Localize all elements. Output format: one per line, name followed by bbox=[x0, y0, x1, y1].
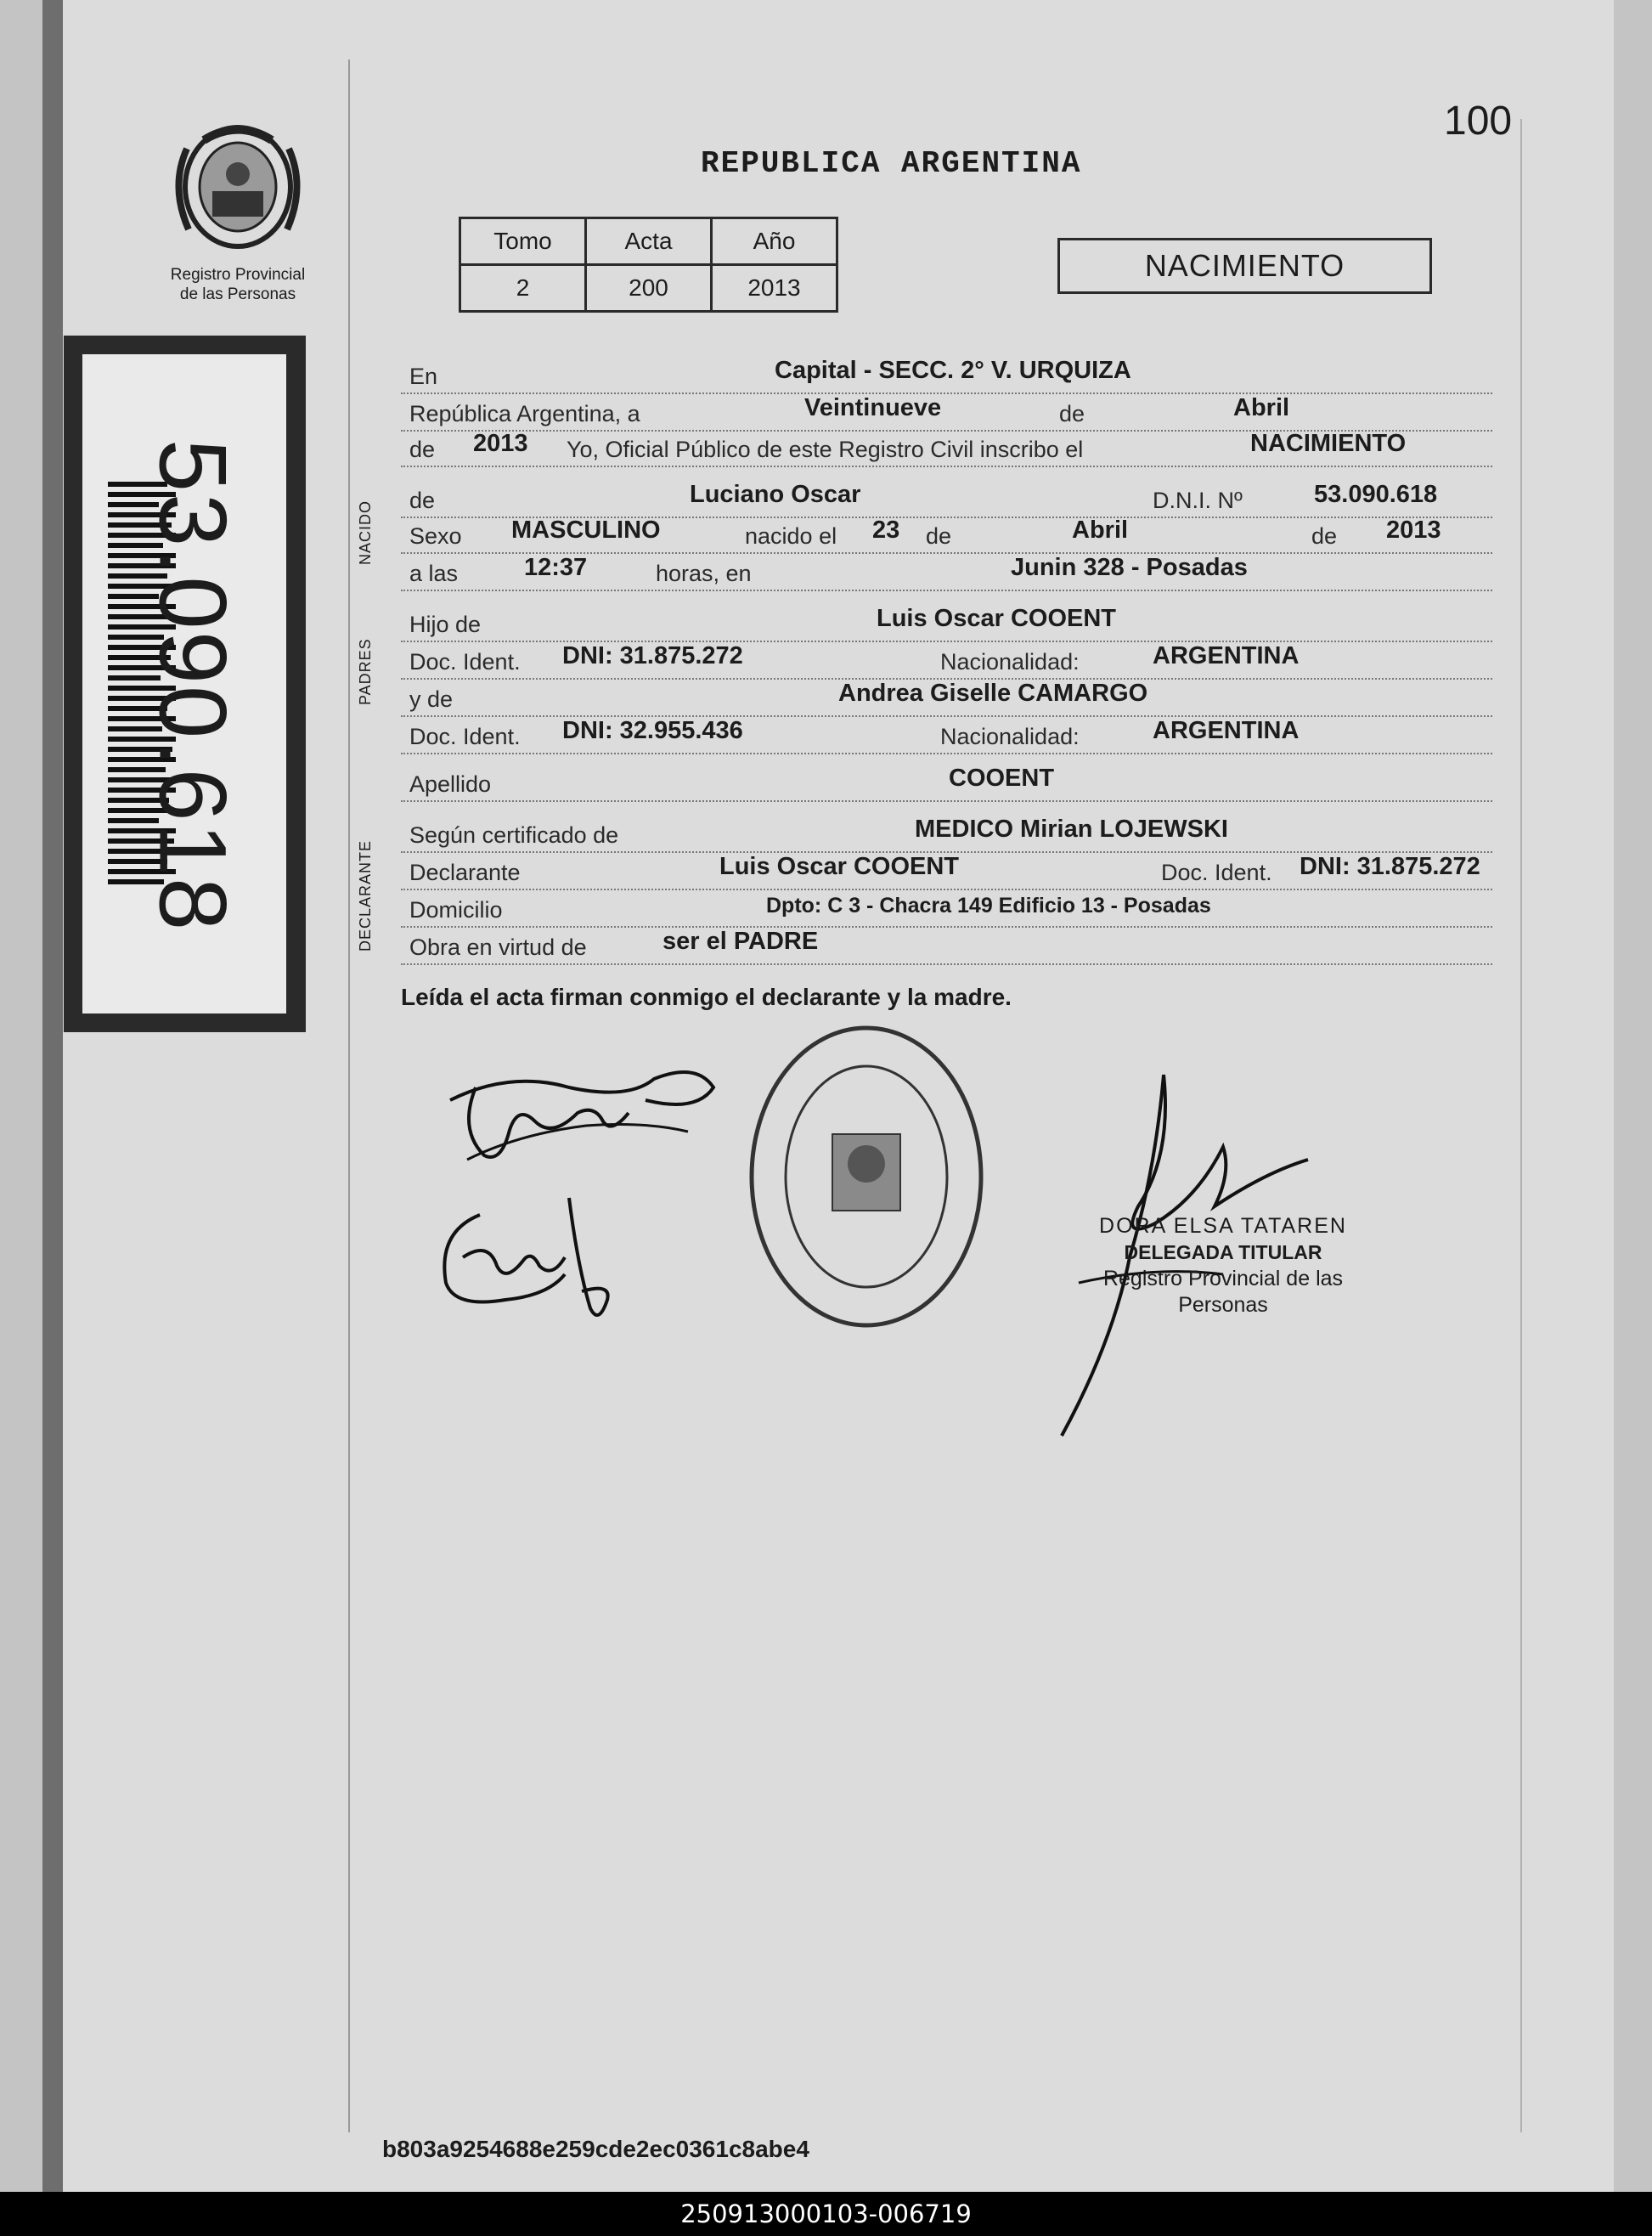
value-apellido: COOENT bbox=[949, 765, 1055, 792]
logo-caption-line1: Registro Provincial bbox=[170, 266, 306, 284]
section-padres: PADRES bbox=[357, 638, 374, 705]
value-obra: ser el PADRE bbox=[662, 928, 819, 955]
label-sexo: Sexo bbox=[409, 523, 462, 549]
label-de-year: de bbox=[409, 437, 436, 462]
row-nombre bbox=[401, 481, 1492, 518]
label-declarante-doc: Doc. Ident. bbox=[1161, 860, 1272, 885]
row-sexo bbox=[401, 517, 1492, 554]
label-de-birth-year: de bbox=[1311, 523, 1338, 549]
row-declarante bbox=[401, 853, 1492, 890]
value-nacimiento: NACIMIENTO bbox=[1250, 430, 1407, 457]
barcode-label bbox=[64, 336, 306, 1032]
row-padre-doc bbox=[401, 642, 1492, 680]
value-mother-nationality: ARGENTINA bbox=[1153, 717, 1300, 744]
official-role: DELEGADA TITULAR bbox=[1124, 1241, 1322, 1263]
label-declarante: Declarante bbox=[409, 860, 521, 885]
barcode-number: 53.090.618 bbox=[139, 438, 246, 933]
official-stamp bbox=[1062, 1213, 1384, 1318]
value-month: Abril bbox=[1233, 394, 1290, 421]
label-en: En bbox=[409, 364, 438, 389]
page-number: 100 bbox=[1444, 99, 1513, 144]
row-obra bbox=[401, 928, 1492, 965]
label-nacido: nacido el bbox=[745, 523, 837, 549]
label-a-las: a las bbox=[409, 561, 459, 586]
header-ano: Año bbox=[712, 218, 837, 265]
value-ano: 2013 bbox=[712, 265, 837, 312]
barcode-panel bbox=[82, 354, 286, 1014]
label-oficial: Yo, Oficial Público de este Registro Civil inscribo el bbox=[567, 437, 1084, 462]
registry-table bbox=[459, 217, 838, 313]
registry-stamp-icon bbox=[739, 1019, 994, 1334]
row-padre bbox=[401, 605, 1492, 642]
record-type-box: NACIMIENTO bbox=[1057, 238, 1432, 294]
row-domicilio bbox=[401, 894, 1492, 928]
label-domicilio: Domicilio bbox=[409, 897, 503, 923]
label-dni: D.N.I. Nº bbox=[1153, 488, 1243, 513]
value-dni: 53.090.618 bbox=[1314, 481, 1438, 508]
header-acta: Acta bbox=[586, 218, 712, 265]
header-tomo: Tomo bbox=[460, 218, 586, 265]
margin-line bbox=[348, 59, 350, 2132]
value-father-dni: DNI: 31.875.272 bbox=[562, 642, 743, 669]
value-day-word: Veintinueve bbox=[804, 394, 942, 421]
label-de-birth: de bbox=[926, 523, 952, 549]
document-hash: b803a9254688e259cde2ec0361c8abe4 bbox=[382, 2136, 809, 2162]
declarant-signature-icon bbox=[442, 1053, 730, 1189]
row-hora bbox=[401, 554, 1492, 591]
label-y-de: y de bbox=[409, 686, 454, 712]
label-mother-doc: Doc. Ident. bbox=[409, 724, 521, 749]
document-title: REPUBLICA ARGENTINA bbox=[701, 146, 1082, 181]
logo-caption-line2: de las Personas bbox=[179, 285, 296, 303]
label-hijo-de: Hijo de bbox=[409, 612, 482, 637]
value-name: Luciano Oscar bbox=[690, 481, 861, 508]
value-year: 2013 bbox=[473, 430, 528, 457]
label-obra: Obra en virtud de bbox=[409, 934, 587, 960]
value-father-name: Luis Oscar COOENT bbox=[877, 605, 1117, 632]
row-madre-doc bbox=[401, 717, 1492, 754]
label-republica: República Argentina, a bbox=[409, 401, 640, 426]
value-hora: 12:37 bbox=[524, 554, 588, 581]
label-apellido: Apellido bbox=[409, 771, 492, 797]
label-father-nationality: Nacionalidad: bbox=[940, 649, 1080, 675]
provincial-seal-icon bbox=[161, 115, 314, 259]
row-inscribo bbox=[401, 430, 1492, 467]
value-en: Capital - SECC. 2° V. URQUIZA bbox=[775, 357, 1131, 384]
binding-strip bbox=[42, 0, 63, 2192]
value-tomo: 2 bbox=[460, 265, 586, 312]
value-domicilio: Dpto: C 3 - Chacra 149 Edificio 13 - Posadas bbox=[766, 894, 1211, 918]
row-madre bbox=[401, 680, 1492, 717]
label-de: de bbox=[1059, 401, 1085, 426]
value-birth-place: Junin 328 - Posadas bbox=[1011, 554, 1248, 581]
label-mother-nationality: Nacionalidad: bbox=[940, 724, 1080, 749]
label-certificado: Según certificado de bbox=[409, 822, 619, 848]
label-father-doc: Doc. Ident. bbox=[409, 649, 521, 675]
value-father-nationality: ARGENTINA bbox=[1153, 642, 1300, 669]
row-republica bbox=[401, 394, 1492, 432]
value-mother-name: Andrea Giselle CAMARGO bbox=[838, 680, 1148, 707]
value-sexo: MASCULINO bbox=[511, 517, 661, 544]
value-declarante-dni: DNI: 31.875.272 bbox=[1300, 853, 1480, 880]
mother-signature-icon bbox=[429, 1181, 633, 1325]
value-birth-day: 23 bbox=[872, 517, 900, 544]
logo-caption bbox=[144, 265, 331, 304]
value-birth-year: 2013 bbox=[1386, 517, 1441, 544]
closing-statement: Leída el acta firman conmigo el declarante y la madre. bbox=[401, 984, 1012, 1010]
label-horas-en: horas, en bbox=[656, 561, 752, 586]
footer-id: 250913000103-006719 bbox=[0, 2192, 1652, 2236]
section-declarante: DECLARANTE bbox=[357, 839, 374, 951]
official-name: DORA ELSA TATAREN bbox=[1099, 1214, 1347, 1238]
value-acta: 200 bbox=[586, 265, 712, 312]
value-declarante: Luis Oscar COOENT bbox=[719, 853, 960, 880]
row-apellido bbox=[401, 765, 1492, 802]
row-certificado bbox=[401, 816, 1492, 853]
value-mother-dni: DNI: 32.955.436 bbox=[562, 717, 743, 744]
value-certificado: MEDICO Mirian LOJEWSKI bbox=[915, 816, 1228, 843]
official-org: Registro Provincial de las Personas bbox=[1102, 1267, 1344, 1317]
label-de-name: de bbox=[409, 488, 436, 513]
section-nacido: NACIDO bbox=[357, 500, 374, 565]
value-birth-month: Abril bbox=[1072, 517, 1129, 544]
right-margin-line bbox=[1520, 119, 1522, 2132]
row-en bbox=[401, 357, 1492, 394]
